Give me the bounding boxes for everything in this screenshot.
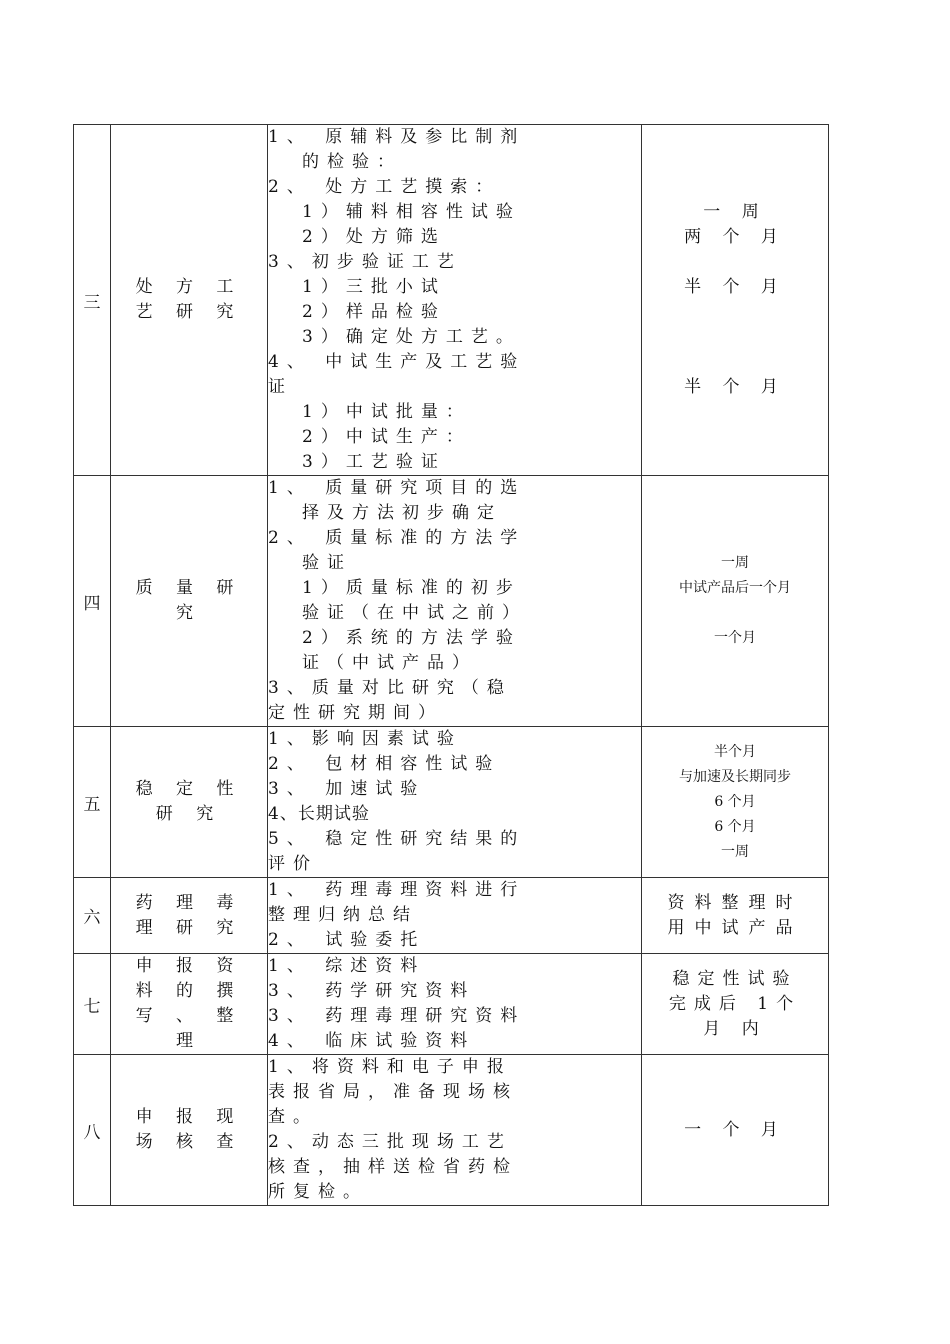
stage-name-line: 申 报 现 [135,1107,243,1127]
work-content [268,878,642,954]
content-line: 4、 中试生产及工艺验 [268,352,526,372]
content-line: 2、 处方工艺摸索： [268,177,501,197]
time-line: 月 内 [703,1018,767,1039]
content-line: 2）中试生产： [302,427,471,447]
stage-name [111,125,268,476]
time-schedule [642,1055,829,1206]
table-row [74,954,829,1055]
content-line: 2）系统的方法学验 [302,628,521,648]
content-line: 验证 [302,553,352,573]
stage-name-line: 理 研 究 [135,917,243,938]
time-line: 一周 [721,555,749,571]
content-line: 查。 [268,1107,318,1127]
content-line: 评价 [268,854,318,874]
table-row [74,476,829,727]
time-spacer [642,325,828,350]
time-line: 两 个 月 [684,227,786,247]
content-line: 整理归纳总结 [268,905,418,925]
row-number: 八 [74,1055,111,1206]
row-number: 七 [74,954,111,1055]
content-line: 3、质量对比研究（稳 [268,678,512,698]
content-line: 所复检。 [268,1182,368,1202]
time-schedule [642,878,829,954]
content-line: 表报省局，准备现场核 [268,1082,518,1102]
content-line: 2）处方筛选 [302,227,446,247]
time-spacer [642,601,828,626]
time-schedule [642,727,829,878]
stage-name [111,954,268,1055]
work-content [268,1055,642,1206]
stage-name-line: 处 方 工 [135,277,243,297]
content-line: 3、 药学研究资料 [268,981,476,1001]
content-line: 证 [268,377,293,397]
time-schedule [642,954,829,1055]
stage-name-line: 究 [176,603,202,623]
time-line: 一 个 月 [684,1119,786,1140]
content-line: 1、 质量研究项目的选 [268,478,526,498]
content-line: 的检验： [302,152,402,172]
time-line: 资料整理时 [667,892,803,913]
stage-name-line: 写 、 整 [135,1006,243,1026]
time-line: 与加速及长期同步 [679,768,791,785]
stage-name [111,476,268,727]
stage-name-line: 理 [176,1031,202,1051]
time-schedule [642,125,829,476]
content-line: 4、长期试验 [268,804,370,824]
time-line: 用中试产品 [667,917,803,938]
content-line: 3、 加速试验 [268,779,426,799]
table-row [74,727,829,878]
content-line: 定性研究期间） [268,703,443,723]
content-line: 1）中试批量： [302,402,471,422]
stage-name-line: 质 量 研 [135,578,243,598]
content-line: 4、 临床试验资料 [268,1031,476,1051]
content-line: 2）样品检验 [302,302,446,322]
content-line: 核查，抽样送检省药检 [268,1157,518,1177]
content-line: 1、 原辅料及参比制剂 [268,127,526,147]
time-line: 中试产品后一个月 [679,580,791,596]
content-line: 1）质量标准的初步 [302,578,521,598]
content-line: 3）工艺验证 [302,452,446,472]
content-line: 1、 药理毒理资料进行 [268,880,526,900]
stage-name-line: 研 究 [155,804,223,824]
content-line: 2、 质量标准的方法学 [268,528,526,548]
time-spacer [642,250,828,275]
stage-name [111,727,268,878]
table-row [74,125,829,476]
stage-name-line: 申 报 资 [135,956,243,976]
content-line: 证（中试产品） [302,653,477,673]
content-line: 验证（在中试之前） [302,603,527,623]
time-schedule [642,476,829,727]
time-spacer [642,300,828,325]
content-line: 3）确定处方工艺。 [302,327,521,347]
content-line: 1、影响因素试验 [268,729,462,749]
time-line: 完成后 1个 [668,993,802,1014]
content-line: 2、动态三批现场工艺 [268,1132,512,1152]
time-spacer [642,350,828,375]
stage-name-line: 稳 定 性 [135,779,243,799]
work-content [268,476,642,727]
table-row [74,1055,829,1206]
stage-name [111,878,268,954]
work-content [268,125,642,476]
time-line: 半 个 月 [684,377,786,397]
research-plan-table [73,124,829,1206]
content-line: 3、 药理毒理研究资料 [268,1006,526,1026]
row-number: 四 [74,476,111,727]
content-line: 1）辅料相容性试验 [302,202,521,222]
stage-name-line: 料 的 撰 [135,981,243,1001]
content-line: 2、 试验委托 [268,930,426,950]
table-row [74,878,829,954]
time-line: 6 个月 [714,793,756,810]
work-content [268,954,642,1055]
work-content [268,727,642,878]
content-line: 1）三批小试 [302,277,446,297]
time-line: 一周 [721,843,749,860]
content-line: 2、 包材相容性试验 [268,754,501,774]
content-line: 择及方法初步确定 [302,503,502,523]
stage-name-line: 药 理 毒 [135,892,243,913]
time-line: 一 周 [703,202,767,222]
row-number: 六 [74,878,111,954]
plan-table-body [74,125,829,1206]
stage-name-line: 艺 研 究 [135,302,243,322]
time-line: 稳定性试验 [672,968,798,989]
time-line: 一个月 [714,630,756,646]
stage-name [111,1055,268,1206]
time-line: 半个月 [714,743,756,760]
content-line: 1、将资料和电子申报 [268,1057,512,1077]
content-line: 5、 稳定性研究结果的 [268,829,526,849]
row-number: 三 [74,125,111,476]
content-line: 1、 综述资料 [268,956,426,976]
row-number: 五 [74,727,111,878]
stage-name-line: 场 核 查 [135,1132,243,1152]
time-line: 6 个月 [714,818,756,835]
time-line: 半 个 月 [684,277,786,297]
content-line: 3、初步验证工艺 [268,252,462,272]
